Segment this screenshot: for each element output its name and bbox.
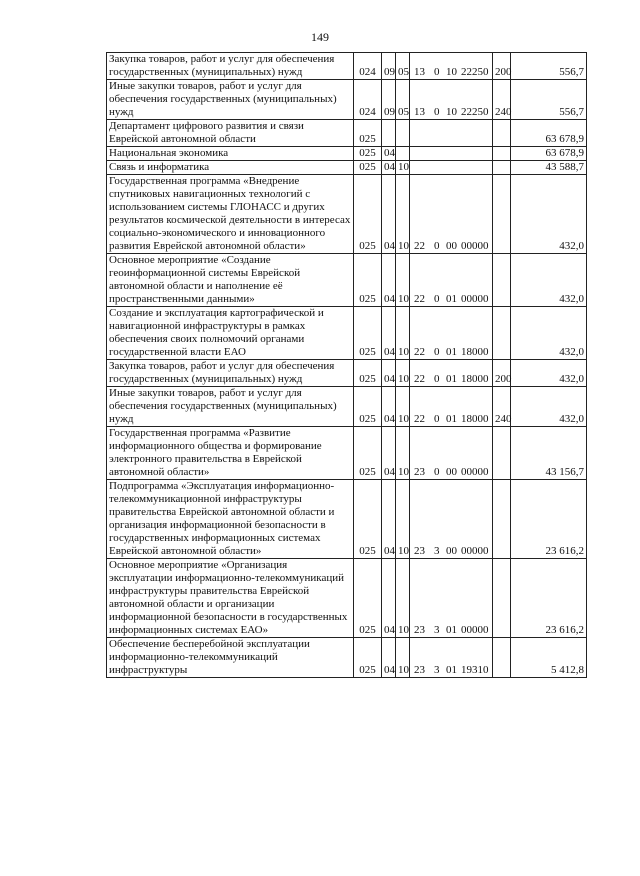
target-article-part: 23 [414, 466, 425, 478]
row-subsection-code: 10 [396, 480, 410, 559]
table-row [107, 480, 587, 559]
row-name: Связь и информатика [107, 161, 354, 175]
row-admin-code: 025 [354, 480, 382, 559]
row-admin-code: 024 [354, 53, 382, 80]
row-name: Государственная программа «Внедрение спутниковых навигационных технологий с использованием системы ГЛОНАСС и других результатов космической деятельности в интересах социально-экономического и инновационного развития Еврейской автономной области» [107, 175, 354, 254]
table-row [107, 360, 587, 387]
row-name: Департамент цифрового развития и связи Еврейской автономной области [107, 120, 354, 147]
table-row [107, 175, 587, 254]
row-admin-code: 025 [354, 254, 382, 307]
row-name: Основное мероприятие «Создание геоинформационной системы Еврейской автономной области и наполнение её пространственными данными» [107, 254, 354, 307]
row-amount: 63 678,9 [511, 147, 587, 161]
row-amount: 432,0 [511, 254, 587, 307]
target-article-part: 0 [434, 466, 440, 478]
row-admin-code: 025 [354, 120, 382, 147]
row-subsection-code: 10 [396, 559, 410, 638]
row-amount: 63 678,9 [511, 120, 587, 147]
row-name: Иные закупки товаров, работ и услуг для обеспечения государственных (муниципальных) нужд [107, 80, 354, 120]
row-target-article [410, 175, 493, 254]
row-expense-type: 200 [493, 53, 511, 80]
row-target-article [410, 161, 493, 175]
row-expense-type [493, 175, 511, 254]
row-target-article [410, 638, 493, 678]
row-subsection-code: 10 [396, 387, 410, 427]
row-admin-code: 025 [354, 360, 382, 387]
target-article-part: 0 [434, 240, 440, 252]
target-article-part: 0 [434, 106, 440, 118]
target-article-part: 22 [414, 373, 425, 385]
row-target-article [410, 120, 493, 147]
row-target-article [410, 480, 493, 559]
row-amount: 43 588,7 [511, 161, 587, 175]
row-expense-type [493, 147, 511, 161]
target-article-part: 01 [446, 346, 457, 358]
target-article-part: 22250 [461, 66, 489, 78]
row-name: Обеспечение бесперебойной эксплуатации информационно-телекоммуникаций инфраструктуры [107, 638, 354, 678]
target-article-part: 00 [446, 466, 457, 478]
row-section-code: 04 [382, 427, 396, 480]
target-article-part: 00000 [461, 240, 489, 252]
target-article-part: 00 [446, 545, 457, 557]
row-expense-type [493, 254, 511, 307]
row-name: Подпрограмма «Эксплуатация информационно-телекоммуникационной инфраструктуры правительства Еврейской автономной области и организация информационной безопасности в государственных информационных системах Еврейской автономной области» [107, 480, 354, 559]
row-amount: 23 616,2 [511, 559, 587, 638]
row-name: Закупка товаров, работ и услуг для обеспечения государственных (муниципальных) нужд [107, 360, 354, 387]
page-number: 149 [311, 30, 329, 44]
target-article-part: 23 [414, 664, 425, 676]
target-article-part: 0 [434, 373, 440, 385]
row-admin-code: 025 [354, 175, 382, 254]
row-subsection-code: 10 [396, 175, 410, 254]
target-article-part: 22 [414, 346, 425, 358]
row-section-code: 04 [382, 480, 396, 559]
row-target-article [410, 80, 493, 120]
row-name: Создание и эксплуатация картографической и навигационной инфраструктуры в рамках обеспечения своих полномочий органами государственной власти ЕАО [107, 307, 354, 360]
row-expense-type [493, 307, 511, 360]
row-section-code: 04 [382, 638, 396, 678]
target-article-part: 01 [446, 413, 457, 425]
target-article-part: 22 [414, 413, 425, 425]
row-subsection-code [396, 147, 410, 161]
row-section-code: 04 [382, 360, 396, 387]
target-article-part: 13 [414, 66, 425, 78]
target-article-part: 0 [434, 66, 440, 78]
row-amount: 432,0 [511, 387, 587, 427]
row-subsection-code: 10 [396, 638, 410, 678]
target-article-part: 13 [414, 106, 425, 118]
target-article-part: 00000 [461, 293, 489, 305]
row-name: Государственная программа «Развитие информационного общества и формирование электронного правительства в Еврейской автономной области» [107, 427, 354, 480]
row-section-code: 04 [382, 175, 396, 254]
row-target-article [410, 254, 493, 307]
row-section-code: 04 [382, 387, 396, 427]
target-article-part: 18000 [461, 373, 489, 385]
target-article-part: 01 [446, 664, 457, 676]
row-section-code: 04 [382, 161, 396, 175]
target-article-part: 22250 [461, 106, 489, 118]
row-subsection-code: 10 [396, 161, 410, 175]
row-amount: 432,0 [511, 307, 587, 360]
row-admin-code: 025 [354, 147, 382, 161]
row-admin-code: 025 [354, 427, 382, 480]
target-article-part: 00000 [461, 545, 489, 557]
row-amount: 5 412,8 [511, 638, 587, 678]
budget-table [106, 52, 587, 678]
row-section-code: 04 [382, 254, 396, 307]
row-subsection-code: 10 [396, 254, 410, 307]
row-admin-code: 025 [354, 161, 382, 175]
target-article-part: 18000 [461, 413, 489, 425]
row-section-code: 09 [382, 53, 396, 80]
target-article-part: 23 [414, 545, 425, 557]
target-article-part: 0 [434, 413, 440, 425]
target-article-part: 10 [446, 106, 457, 118]
row-subsection-code: 10 [396, 307, 410, 360]
row-expense-type [493, 559, 511, 638]
table-row [107, 120, 587, 147]
row-target-article [410, 360, 493, 387]
row-amount: 43 156,7 [511, 427, 587, 480]
table-body [107, 53, 587, 678]
row-amount: 432,0 [511, 360, 587, 387]
row-subsection-code: 05 [396, 80, 410, 120]
row-target-article [410, 387, 493, 427]
target-article-part: 01 [446, 624, 457, 636]
row-admin-code: 025 [354, 307, 382, 360]
row-admin-code: 024 [354, 80, 382, 120]
table-row [107, 307, 587, 360]
row-target-article [410, 53, 493, 80]
row-subsection-code: 10 [396, 427, 410, 480]
row-expense-type [493, 480, 511, 559]
target-article-part: 22 [414, 240, 425, 252]
row-name: Иные закупки товаров, работ и услуг для обеспечения государственных (муниципальных) нужд [107, 387, 354, 427]
row-admin-code: 025 [354, 559, 382, 638]
table-row [107, 80, 587, 120]
target-article-part: 3 [434, 545, 440, 557]
target-article-part: 0 [434, 346, 440, 358]
row-subsection-code [396, 120, 410, 147]
row-amount: 23 616,2 [511, 480, 587, 559]
row-name: Закупка товаров, работ и услуг для обеспечения государственных (муниципальных) нужд [107, 53, 354, 80]
target-article-part: 10 [446, 66, 457, 78]
target-article-part: 3 [434, 624, 440, 636]
target-article-part: 23 [414, 624, 425, 636]
target-article-part: 18000 [461, 346, 489, 358]
row-target-article [410, 307, 493, 360]
row-section-code: 09 [382, 80, 396, 120]
row-expense-type [493, 427, 511, 480]
row-expense-type [493, 161, 511, 175]
row-amount: 556,7 [511, 53, 587, 80]
target-article-part: 3 [434, 664, 440, 676]
table-row [107, 559, 587, 638]
row-expense-type: 240 [493, 80, 511, 120]
table-row [107, 254, 587, 307]
table-row [107, 427, 587, 480]
row-amount: 556,7 [511, 80, 587, 120]
row-subsection-code: 05 [396, 53, 410, 80]
table-row [107, 638, 587, 678]
row-expense-type: 240 [493, 387, 511, 427]
target-article-part: 22 [414, 293, 425, 305]
row-section-code: 04 [382, 147, 396, 161]
table-row [107, 147, 587, 161]
target-article-part: 01 [446, 293, 457, 305]
row-target-article [410, 559, 493, 638]
row-section-code: 04 [382, 307, 396, 360]
row-target-article [410, 427, 493, 480]
row-expense-type: 200 [493, 360, 511, 387]
target-article-part: 00000 [461, 624, 489, 636]
row-admin-code: 025 [354, 387, 382, 427]
row-section-code: 04 [382, 559, 396, 638]
row-section-code [382, 120, 396, 147]
row-expense-type [493, 120, 511, 147]
row-name: Основное мероприятие «Организация эксплуатации информационно-телекоммуникаций инфраструктуры правительства Еврейской автономной области и организации информационной безопасности в государственных информационных системах ЕАО» [107, 559, 354, 638]
row-expense-type [493, 638, 511, 678]
row-target-article [410, 147, 493, 161]
row-amount: 432,0 [511, 175, 587, 254]
row-name: Национальная экономика [107, 147, 354, 161]
target-article-part: 0 [434, 293, 440, 305]
table-row [107, 161, 587, 175]
table-row [107, 387, 587, 427]
target-article-part: 19310 [461, 664, 489, 676]
target-article-part: 01 [446, 373, 457, 385]
row-subsection-code: 10 [396, 360, 410, 387]
target-article-part: 00000 [461, 466, 489, 478]
target-article-part: 00 [446, 240, 457, 252]
row-admin-code: 025 [354, 638, 382, 678]
table-row [107, 53, 587, 80]
